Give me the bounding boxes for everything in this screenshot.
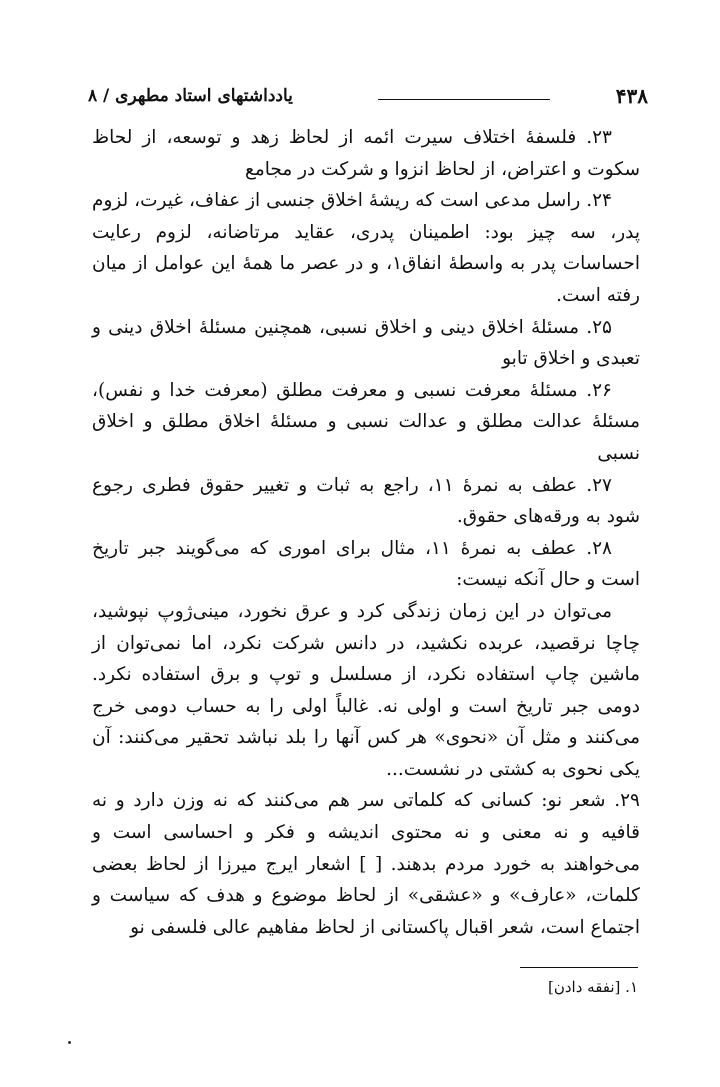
paragraph-29: ۲۹. شعر نو: کسانی که کلماتی سر هم می‌کنند که نه وزن دارد و نه قافیه و نه معنی و نه محتوی اندیشه و فکر و احساسی است و می‌خواهند به خورد مردم بدهند. [ ] اشعار ایرج میرزا از لحاظ بعضی کلمات، «عارف» و «عشقی» از لحاظ موضوع و هدف که سیاست و اجتماع است، شعر اقبال پاکستانی از لحاظ مفاهیم عالی فلسفی نو [92, 790, 640, 938]
header-rule [378, 99, 550, 100]
page-header [88, 84, 648, 112]
paragraph-28-example: می‌توان در این زمان زندگی کرد و عرق نخورد، مینی‌ژوپ نپوشید، چاچا نرقصید، عربده نکشید، در دانس شرکت نکرد، اما نمی‌توان از ماشین چاپ استفاده نکرد، از مسلسل و توپ و برق استفاده نکرد. دومی جبر تاریخ است و اولی نه. غالباً اولی را به حساب دومی خرج می‌کنند و مثل آن «نحوی» هر کس آنها را بلد نباشد تحقیر می‌کنند: آن یکی نحوی به کشتی در نشست... [92, 600, 640, 780]
paragraph-27: ۲۷. عطف به نمرهٔ ۱۱، راجع به ثبات و تغییر حقوق فطری رجوع شود به ورقه‌های حقوق. [92, 474, 640, 528]
running-title: یادداشتهای استاد مطهری / ۸ [88, 86, 293, 106]
paragraph-28: ۲۸. عطف به نمرهٔ ۱۱، مثال برای اموری که می‌گویند جبر تاریخ است و حال آنکه نیست: [92, 537, 640, 591]
footnote-rule [520, 967, 638, 968]
paragraph-24: ۲۴. راسل مدعی است که ریشهٔ اخلاق جنسی از عفاف، غیرت، لزوم پدر، سه چیز بود: اطمینان پدری، عقاید مرتاضانه، لزوم رعایت احساسات پدر به واسطهٔ انفاق۱، و در عصر ما همهٔ این عوامل از میان رفته است. [92, 190, 640, 306]
page-speck [68, 1041, 71, 1044]
paragraph-25: ۲۵. مسئلهٔ اخلاق دینی و اخلاق نسبی، همچنین مسئلهٔ اخلاق دینی و تعبدی و اخلاق تابو [92, 316, 640, 370]
paragraph-26: ۲۶. مسئلهٔ معرفت نسبی و معرفت مطلق (معرفت خدا و نفس)، مسئلهٔ عدالت مطلق و عدالت نسبی و مسئلهٔ اخلاق مطلق و اخلاق نسبی [92, 379, 640, 464]
footnote: ۱. [نفقه دادن] [547, 978, 638, 996]
page-body [92, 122, 640, 943]
paragraph-23: ۲۳. فلسفهٔ اختلاف سیرت ائمه از لحاظ زهد و توسعه، از لحاظ سکوت و اعتراض، از لحاظ انزوا و شرکت در مجامع [92, 127, 640, 180]
page-number: ۴۳۸ [615, 84, 648, 108]
